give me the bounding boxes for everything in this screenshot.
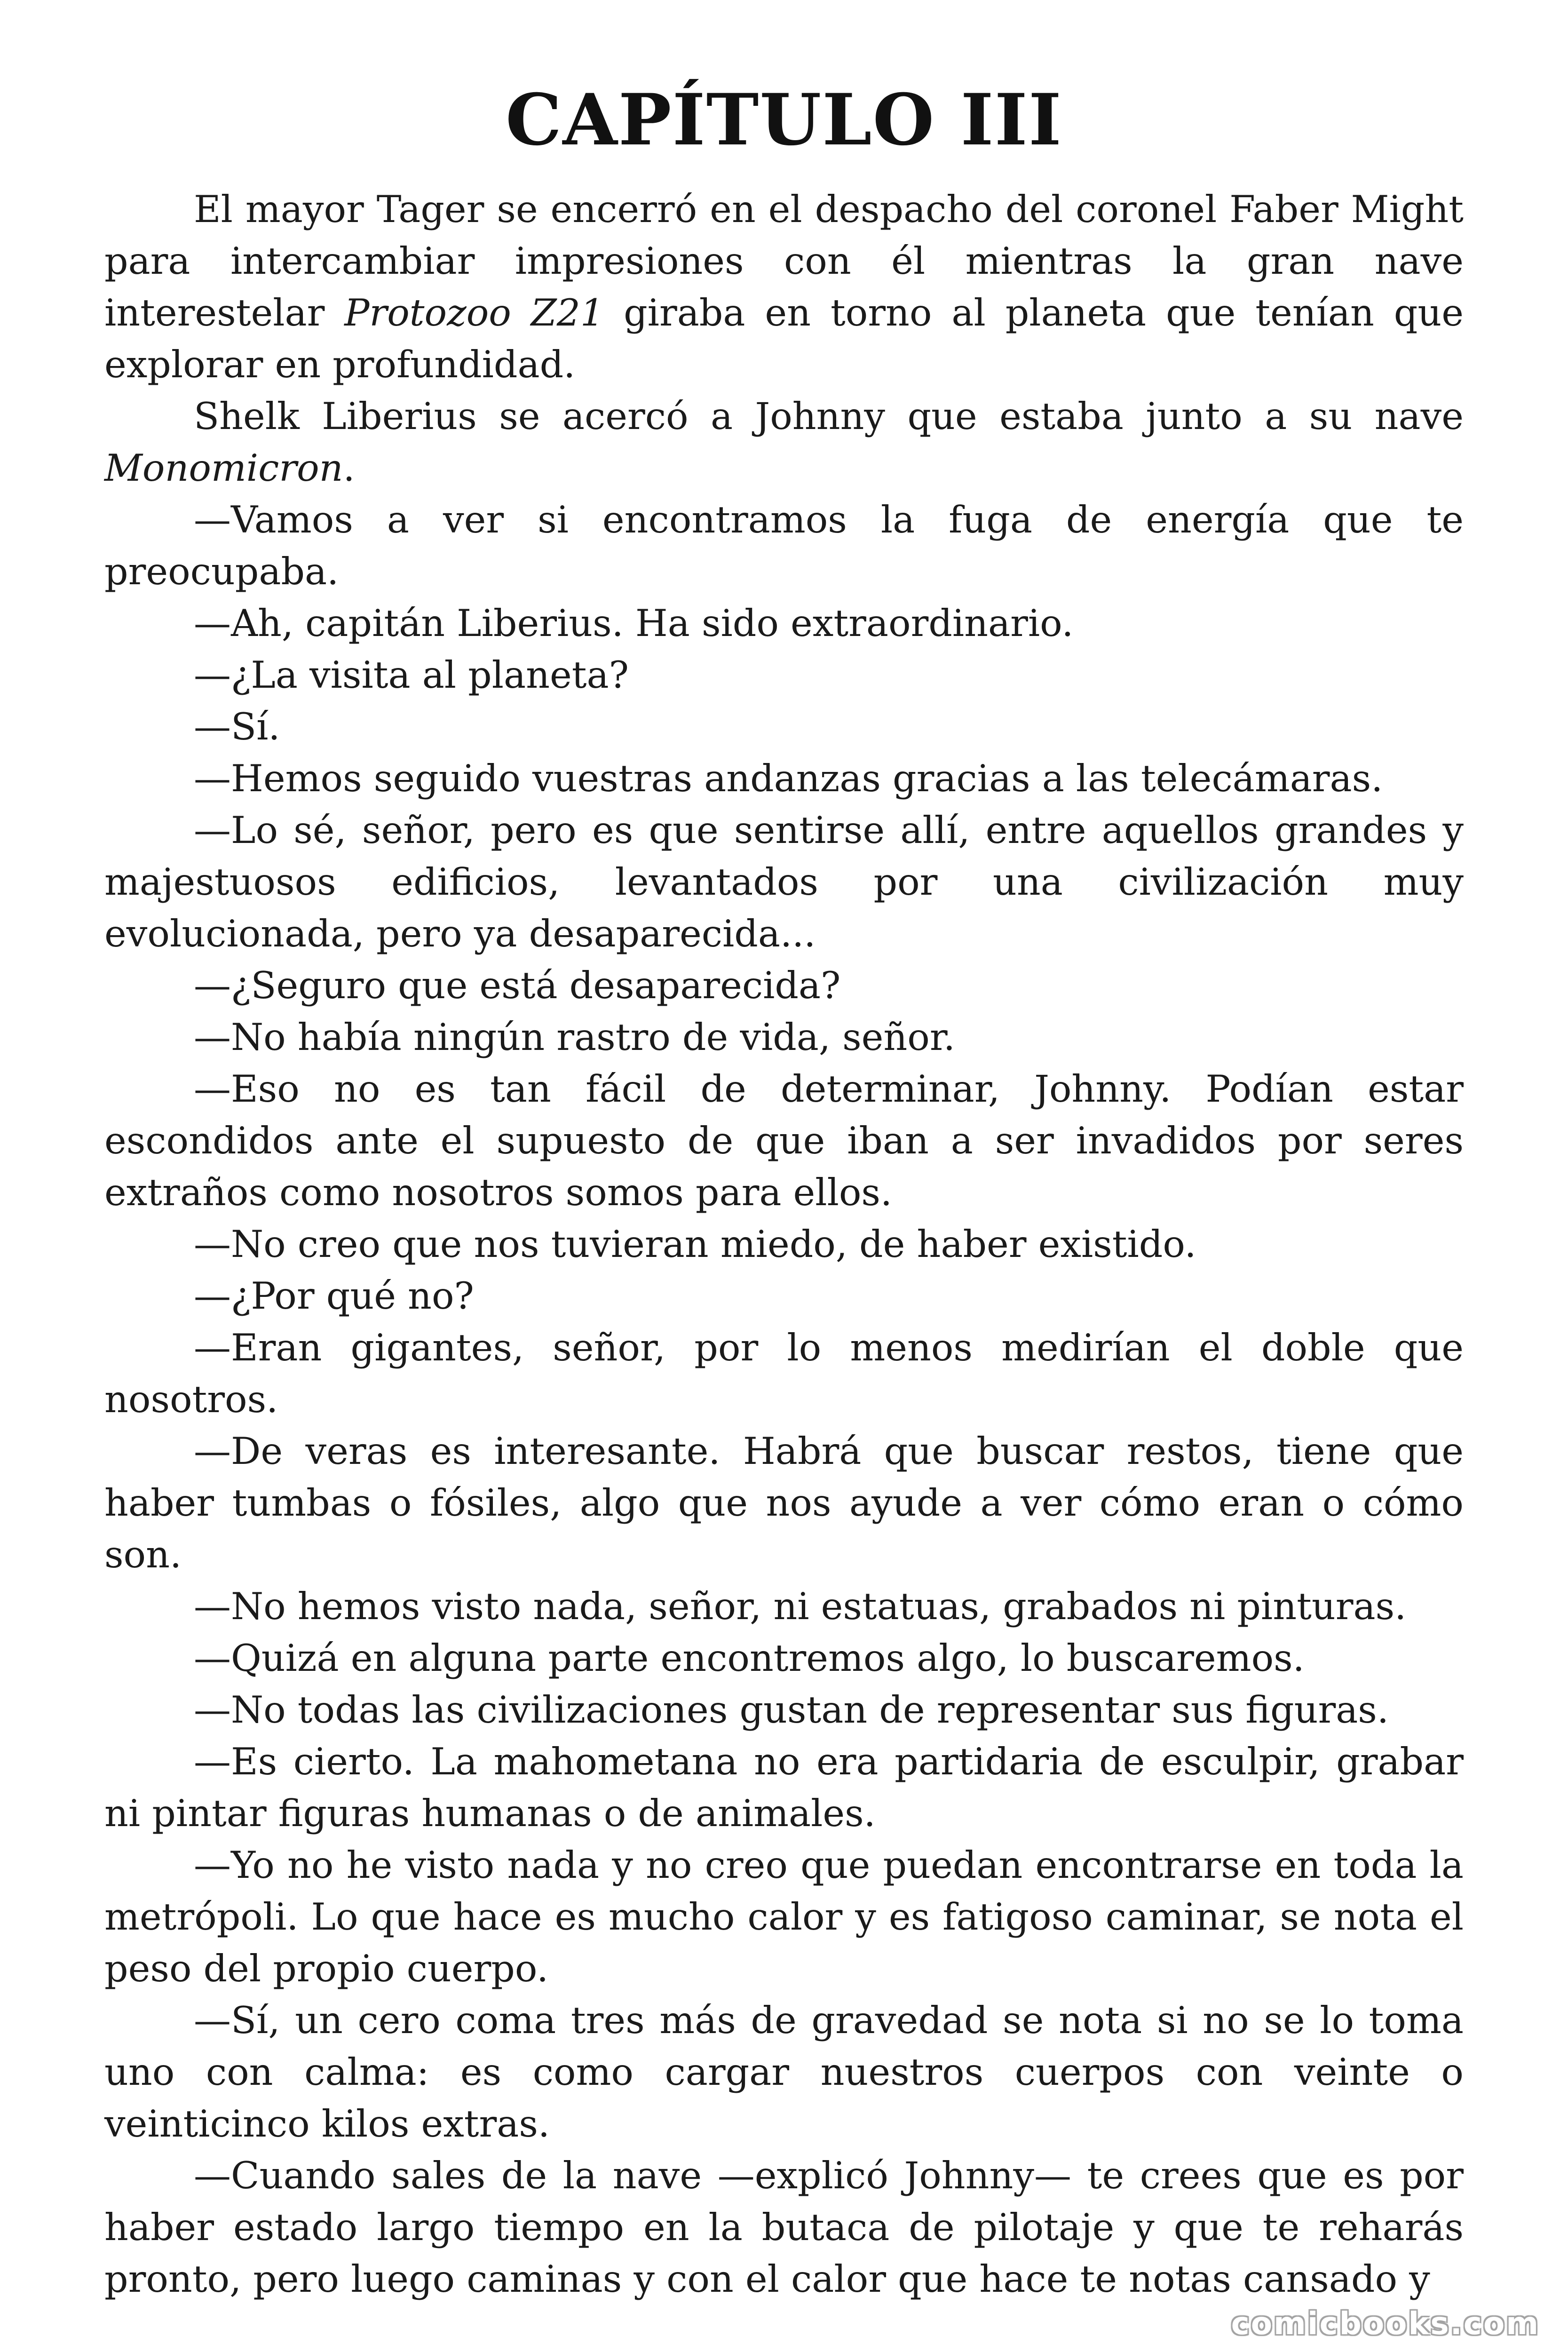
paragraph — [104, 1632, 1464, 1684]
paragraph — [104, 1839, 1464, 1994]
text-run: —¿Por qué no? — [194, 1274, 474, 1318]
paragraph — [104, 1736, 1464, 1839]
text-run: giraba en torno al planeta que tenían que explorar en profundidad. — [104, 291, 1464, 386]
paragraph — [104, 649, 1464, 701]
paragraph — [104, 1270, 1464, 1322]
text-run: —Es cierto. La mahometana no era partidaria de esculpir, grabar ni pintar figuras humanas o de animales. — [104, 1740, 1464, 1835]
text-run: —No todas las civilizaciones gustan de representar sus figuras. — [194, 1688, 1389, 1732]
paragraph — [104, 1425, 1464, 1581]
paragraph — [104, 753, 1464, 804]
text-run: Shelk Liberius se acercó a Johnny que estaba junto a su nave — [194, 395, 1464, 438]
paragraph — [104, 494, 1464, 597]
paragraph — [104, 390, 1464, 494]
paragraph — [104, 183, 1464, 390]
paragraph — [104, 597, 1464, 649]
paragraph — [104, 701, 1464, 753]
text-run: —De veras es interesante. Habrá que buscar restos, tiene que haber tumbas o fósiles, algo que nos ayude a ver cómo eran o cómo son. — [104, 1430, 1464, 1576]
text-run: —Quizá en alguna parte encontremos algo, lo buscaremos. — [194, 1637, 1305, 1680]
chapter-body — [104, 183, 1464, 2305]
watermark-logo: comicbooks.com — [1231, 2305, 1540, 2342]
text-run: —No hemos visto nada, señor, ni estatuas, grabados ni pinturas. — [194, 1585, 1407, 1628]
paragraph — [104, 1322, 1464, 1425]
text-run: —Sí. — [194, 705, 280, 748]
text-run: —No creo que nos tuvieran miedo, de haber existido. — [194, 1223, 1196, 1266]
text-run: —Lo sé, señor, pero es que sentirse allí, entre aquellos grandes y majestuosos edificios, levantados por una civilización muy evolucionada, pero ya desaparecida... — [104, 809, 1464, 955]
text-run: —Eso no es tan fácil de determinar, Johnny. Podían estar escondidos ante el supuesto de que iban a ser invadidos por seres extraños como nosotros somos para ellos. — [104, 1067, 1464, 1214]
text-run: . — [343, 446, 355, 490]
paragraph — [104, 1011, 1464, 1063]
text-run: —No había ningún rastro de vida, señor. — [194, 1016, 956, 1059]
paragraph — [104, 960, 1464, 1011]
text-run: —Hemos seguido vuestras andanzas gracias a las telecámaras. — [194, 757, 1383, 800]
paragraph — [104, 804, 1464, 960]
text-run: El mayor Tager se encerró en el despacho del coronel Faber Might para intercambiar impresiones con él mientras la gran nave interestelar — [104, 188, 1464, 334]
paragraph — [104, 1994, 1464, 2150]
text-run: —¿Seguro que está desaparecida? — [194, 964, 841, 1007]
text-run: —Eran gigantes, señor, por lo menos medirían el doble que nosotros. — [104, 1326, 1464, 1421]
chapter-title: CAPÍTULO III — [505, 79, 1062, 161]
text-run: —Vamos a ver si encontramos la fuga de energía que te preocupaba. — [104, 498, 1464, 593]
paragraph — [104, 2150, 1464, 2305]
paragraph — [104, 1684, 1464, 1736]
text-run: —Yo no he visto nada y no creo que puedan encontrarse en toda la metrópoli. Lo que hace es mucho calor y es fatigoso caminar, se nota el peso del propio cuerpo. — [104, 1843, 1464, 1990]
paragraph — [104, 1218, 1464, 1270]
italic-text: Monomicron — [104, 446, 343, 490]
paragraph — [104, 1581, 1464, 1632]
text-run: —Sí, un cero coma tres más de gravedad se nota si no se lo toma uno con calma: es como cargar nuestros cuerpos con veinte o veinticinco kilos extras. — [104, 1999, 1464, 2145]
paragraph — [104, 1063, 1464, 1218]
italic-text: Protozoo Z21 — [344, 291, 604, 334]
text-run: —¿La visita al planeta? — [194, 653, 629, 697]
text-run: —Ah, capitán Liberius. Ha sido extraordinario. — [194, 602, 1074, 645]
text-run: —Cuando sales de la nave —explicó Johnny— te crees que es por haber estado largo tiempo en la butaca de pilotaje y que te reharás pronto, pero luego caminas y con el calor que hace te notas cansado y — [104, 2154, 1464, 2301]
